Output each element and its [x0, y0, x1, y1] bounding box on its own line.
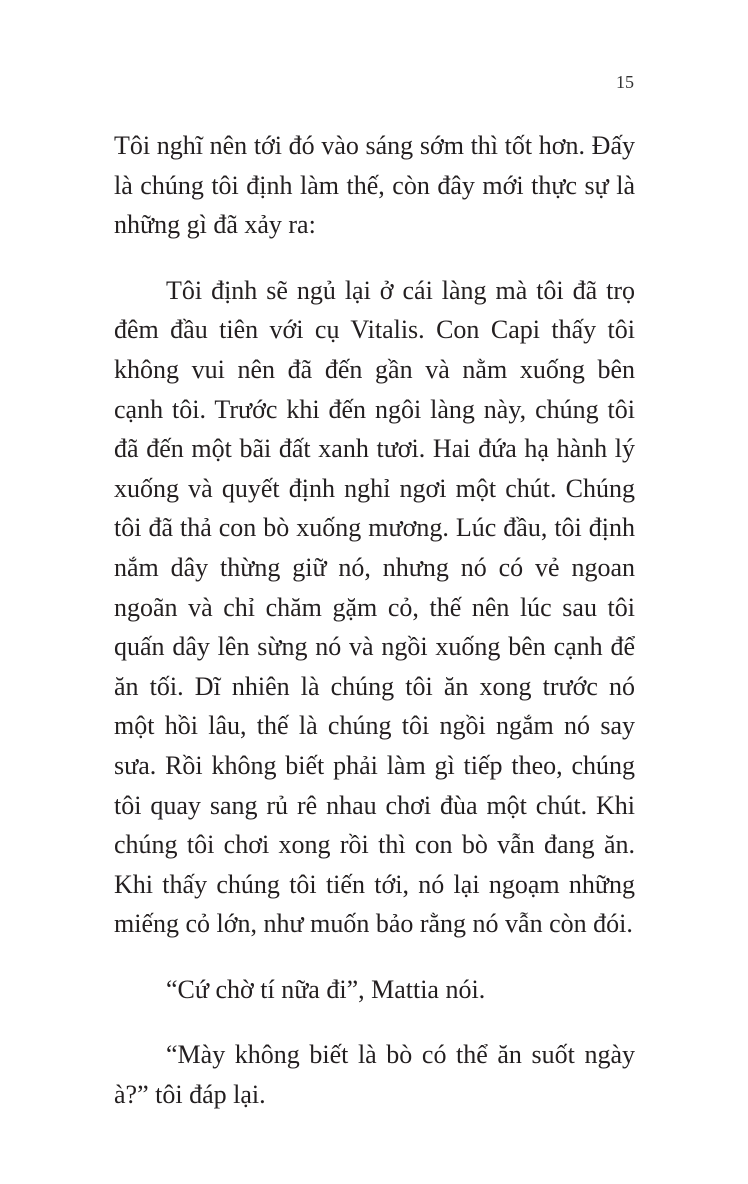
- paragraph-3-dialogue: “Cứ chờ tí nữa đi”, Mattia nói.: [166, 974, 486, 1004]
- page-number: 15: [616, 72, 634, 92]
- paragraph-4-dialogue: “Mày không biết là bò có thể ăn suốt ngày à?” tôi đáp lại.: [114, 1040, 635, 1110]
- paragraph-1: Tôi nghĩ nên tới đó vào sáng sớm thì tốt hơn. Đấy là chúng tôi định làm thế, còn đây mới thực sự là những gì đã xảy ra:: [114, 131, 635, 240]
- body-text: [114, 126, 635, 1141]
- paragraph-2: Tôi định sẽ ngủ lại ở cái làng mà tôi đã trọ đêm đầu tiên với cụ Vitalis. Con Capi thấy tôi không vui nên đã đến gần và nằm xuống bên cạnh tôi. Trước khi đến ngôi làng này, chúng tôi đã đến một bãi đất xanh tươi. Hai đứa hạ hành lý xuống và quyết định nghỉ ngơi một chút. Chúng tôi đã thả con bò xuống mương. Lúc đầu, tôi định nắm dây thừng giữ nó, nhưng nó có vẻ ngoan ngoãn và chỉ chăm gặm cỏ, thế nên lúc sau tôi quấn dây lên sừng nó và ngồi xuống bên cạnh để ăn tối. Dĩ nhiên là chúng tôi ăn xong trước nó một hồi lâu, thế là chúng tôi ngồi ngắm nó say sưa. Rồi không biết phải làm gì tiếp theo, chúng tôi quay sang rủ rê nhau chơi đùa một chút. Khi chúng tôi chơi xong rồi thì con bò vẫn đang ăn. Khi thấy chúng tôi tiến tới, nó lại ngoạm những miếng cỏ lớn, như muốn bảo rằng nó vẫn còn đói.: [114, 275, 635, 939]
